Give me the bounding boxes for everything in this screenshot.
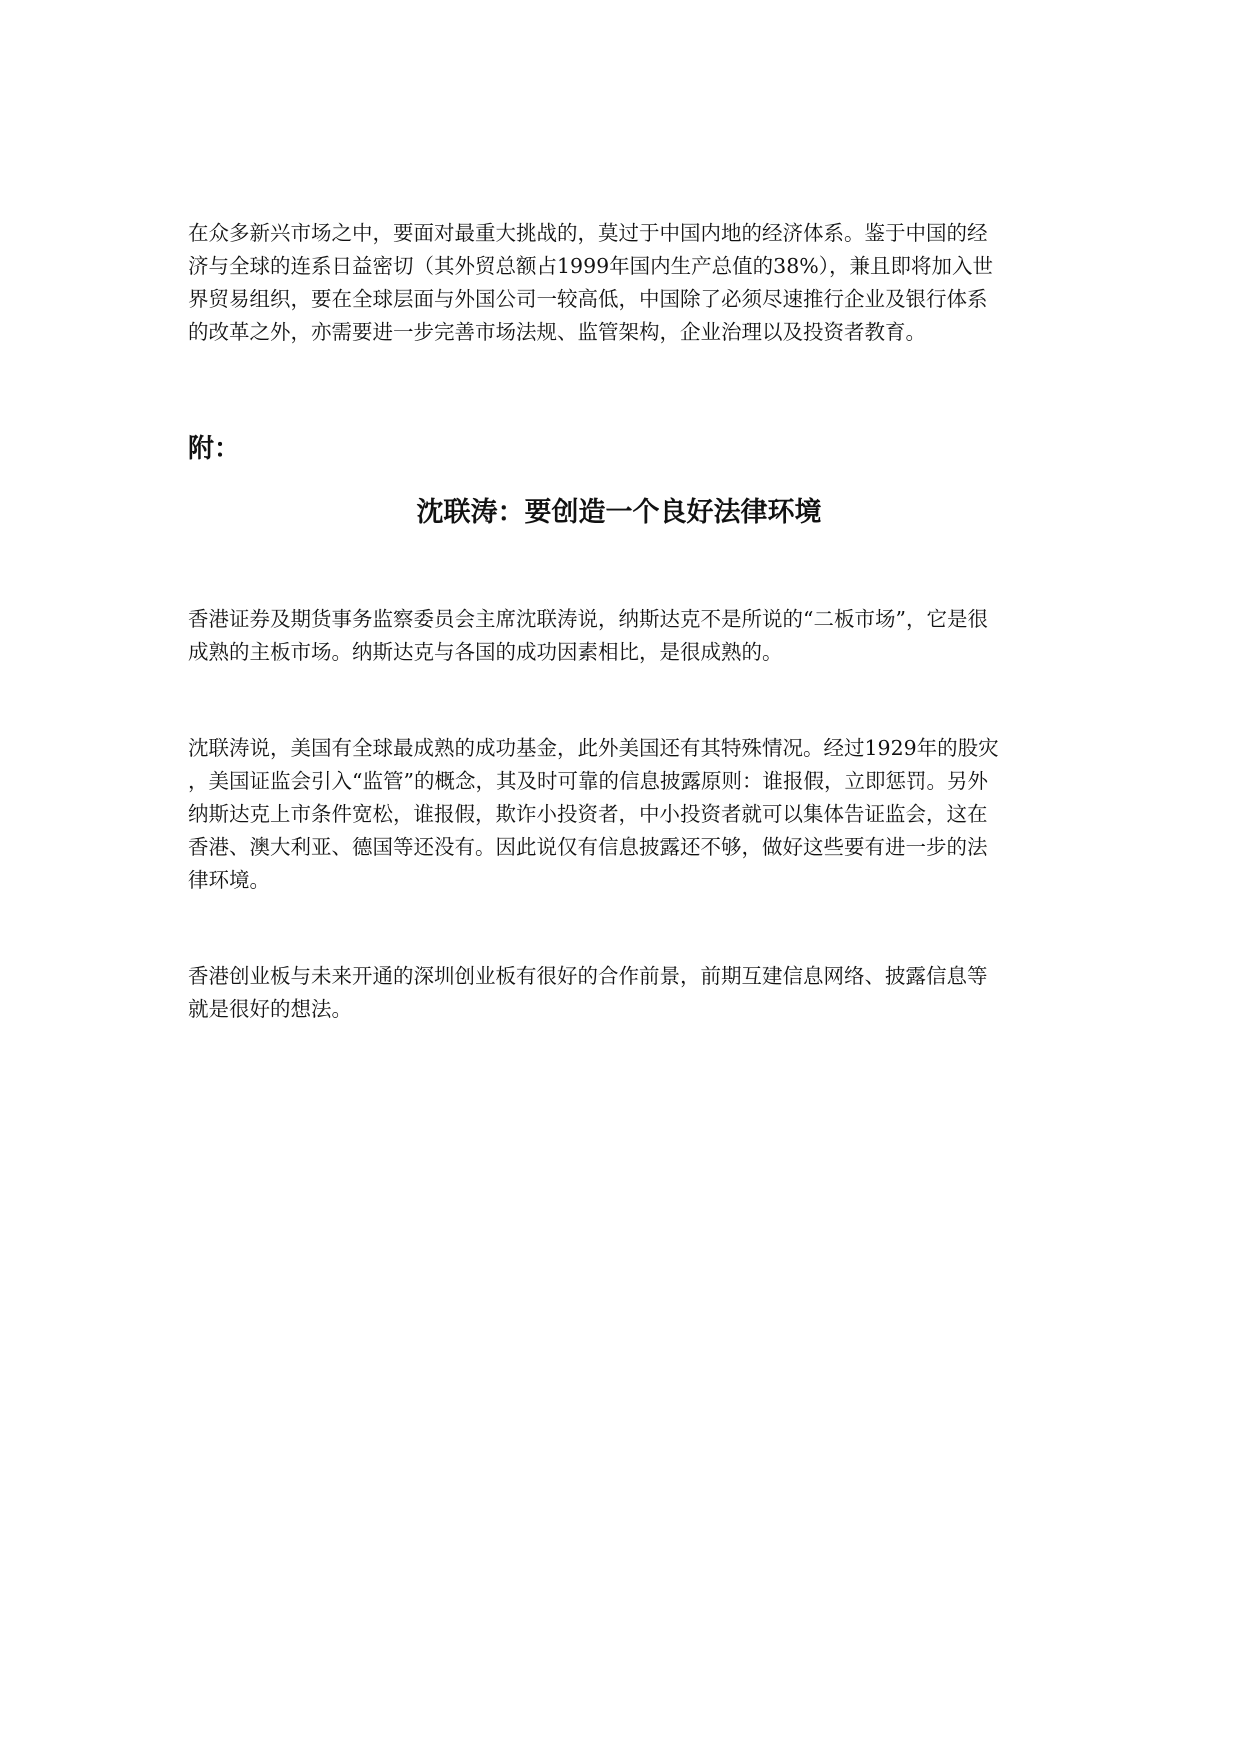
paragraph-2 [188,732,1050,897]
paragraph-3-line-2: 就是很好的想法。 [188,997,352,1021]
paragraph-2-line-1: 沈联涛说，美国有全球最成熟的成功基金，此外美国还有其特殊情况。经过1929年的股灾 [188,736,999,760]
paragraph-1-line-1: 香港证券及期货事务监察委员会主席沈联涛说，纳斯达克不是所说的“二板市场”，它是很 [188,607,988,631]
intro-line-3: 界贸易组织，要在全球层面与外国公司一较高低，中国除了必须尽速推行企业及银行体系 [188,287,988,311]
paragraph-3-line-1: 香港创业板与未来开通的深圳创业板有很好的合作前景，前期互建信息网络、披露信息等 [188,964,988,988]
paragraph-2-line-2: ，美国证监会引入“监管”的概念，其及时可靠的信息披露原则：谁报假，立即惩罚。另外 [188,769,988,793]
article-title: 沈联涛：要创造一个良好法律环境 [416,497,822,528]
intro-line-4: 的改革之外，亦需要进一步完善市场法规、监管架构，企业治理以及投资者教育。 [188,320,926,344]
paragraph-2-line-4: 香港、澳大利亚、德国等还没有。因此说仅有信息披露还不够，做好这些要有进一步的法 [188,835,988,859]
appendix-label: 附： [188,434,241,464]
intro-line-1: 在众多新兴市场之中，要面对最重大挑战的，莫过于中国内地的经济体系。鉴于中国的经 [188,221,988,245]
paragraph-2-line-5: 律环境。 [188,868,270,892]
intro-paragraph [188,217,1050,349]
paragraph-3 [188,960,1050,1026]
paragraph-1-line-2: 成熟的主板市场。纳斯达克与各国的成功因素相比，是很成熟的。 [188,640,783,664]
paragraph-1 [188,603,1050,669]
intro-line-2: 济与全球的连系日益密切（其外贸总额占1999年国内生产总值的38%），兼且即将加入世 [188,254,993,278]
paragraph-2-line-3: 纳斯达克上市条件宽松，谁报假，欺诈小投资者，中小投资者就可以集体告证监会，这在 [188,802,988,826]
